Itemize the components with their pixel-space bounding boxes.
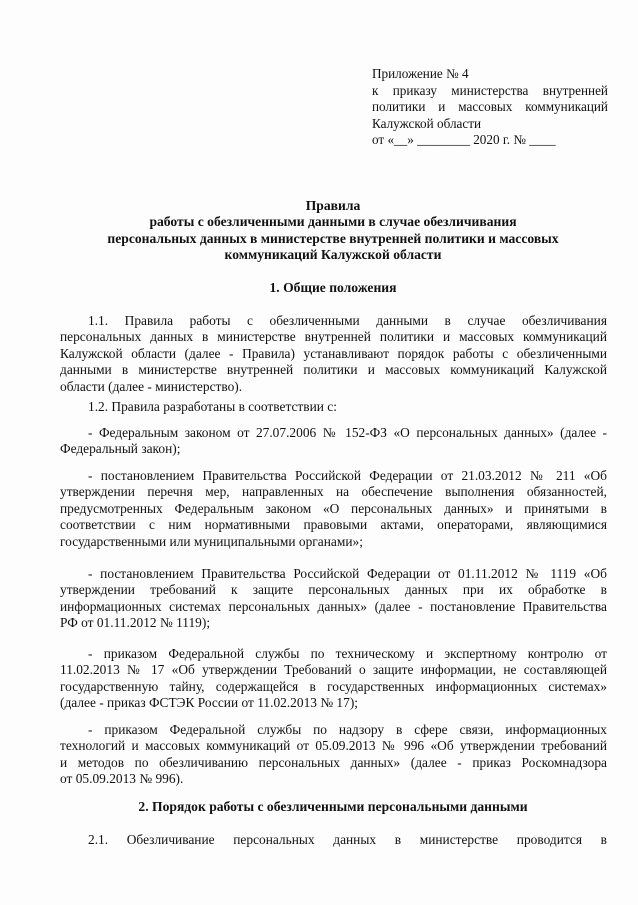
section-2-heading: 2. Порядок работы с обезличенными персональными данными (138, 799, 528, 814)
paragraph-1-1: 1.1. Правила работы с обезличенными данными в случае обезличивания персональных данных в министерстве внутренней политики и массовых коммуникаций Калужской области (далее - Правила) устанавливают порядок работы с обезличенными данными в министерстве внутренней политики и массовых коммуникаций Калужской области (далее - министерство). (60, 313, 607, 394)
title-line-4: коммуникаций Калужской области (224, 247, 442, 263)
title-line-2: работы с обезличенными данными в случае обезличивания (149, 214, 517, 230)
attachment-order-line: к приказу министерства внутренней (372, 82, 608, 98)
section-1-heading: 1. Общие положения (269, 280, 397, 295)
attachment-number: Приложение № 4 (372, 66, 469, 81)
paragraph-federal-law: - Федеральным законом от 27.07.2006 № 152-ФЗ «О персональных данных» (далее - Федеральный закон); (60, 425, 607, 457)
title-line-1: Правила (305, 198, 361, 213)
paragraph-1-2: 1.2. Правила разработаны в соответствии с: (88, 399, 337, 414)
attachment-region-line: Калужской области (372, 115, 482, 131)
paragraph-roskomnadzor-order: - приказом Федеральной службы по надзору в сфере связи, информационных технологий и массовых коммуникаций от 05.09.2013 № 996 «Об утверждении требований и методов по обезличиванию персональных данных» (далее - приказ Роскомнадзора от 05.09.2013 № 996). (60, 722, 607, 787)
attachment-date-line: от «__» ________ 2020 г. № ____ (372, 132, 556, 148)
paragraph-fstek-order: - приказом Федеральной службы по техническому и экспертному контролю от 11.02.2013 № 17 «Об утверждении Требований о защите информации, не составляющей государственную тайну, содержащейся в государственных информационных системах» (далее - приказ ФСТЭК России от 11.02.2013 № 17); (60, 646, 607, 711)
attachment-header (372, 66, 608, 149)
document-title (60, 198, 606, 264)
paragraph-government-decree-211: - постановлением Правительства Российской Федерации от 21.03.2012 № 211 «Об утверждении перечня мер, направленных на обеспечение выполнения обязанностей, предусмотренных Федеральным законом «О персональных данных» и принятыми в соответствии с ним нормативными правовыми актами, операторами, являющимися государственными или муниципальными органами»; (60, 468, 607, 549)
paragraph-2-1: 2.1. Обезличивание персональных данных в министерстве проводится в (88, 832, 607, 847)
attachment-ministry-line: политики и массовых коммуникаций (372, 99, 608, 115)
paragraph-government-decree-1119: - постановлением Правительства Российской Федерации от 01.11.2012 № 1119 «Об утверждении требований к защите персональных данных при их обработке в информационных системах персональных данных» (далее - постановление Правительства РФ от 01.11.2012 № 1119); (60, 566, 607, 631)
title-line-3: персональных данных в министерстве внутренней политики и массовых (107, 230, 559, 246)
